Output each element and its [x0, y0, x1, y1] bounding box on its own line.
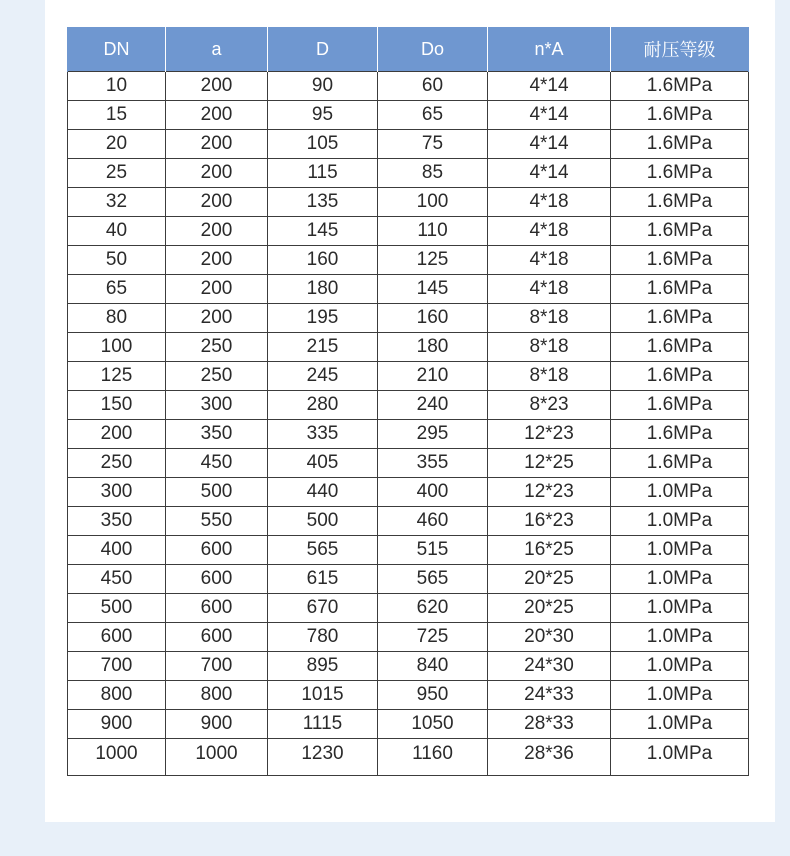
table-row	[68, 391, 749, 420]
table-row	[68, 101, 749, 130]
header-pressure: 耐压等级	[611, 27, 749, 72]
header-a: a	[166, 27, 268, 72]
cell-dn: 80	[68, 304, 166, 333]
cell-a: 600	[166, 623, 268, 652]
header-na: n*A	[488, 27, 611, 72]
table-row	[68, 72, 749, 101]
cell-do: 75	[378, 130, 488, 159]
cell-pressure: 1.6MPa	[611, 420, 749, 449]
cell-na: 28*36	[488, 739, 611, 776]
cell-na: 20*30	[488, 623, 611, 652]
cell-na: 28*33	[488, 710, 611, 739]
cell-d: 245	[268, 362, 378, 391]
cell-d: 215	[268, 333, 378, 362]
table-row	[68, 275, 749, 304]
cell-pressure: 1.0MPa	[611, 739, 749, 776]
cell-na: 16*23	[488, 507, 611, 536]
cell-pressure: 1.6MPa	[611, 449, 749, 478]
table-row	[68, 246, 749, 275]
cell-dn: 300	[68, 478, 166, 507]
cell-do: 110	[378, 217, 488, 246]
cell-na: 4*18	[488, 275, 611, 304]
cell-dn: 100	[68, 333, 166, 362]
cell-na: 24*30	[488, 652, 611, 681]
cell-do: 1050	[378, 710, 488, 739]
cell-do: 565	[378, 565, 488, 594]
cell-pressure: 1.6MPa	[611, 246, 749, 275]
table-row	[68, 536, 749, 565]
cell-pressure: 1.6MPa	[611, 362, 749, 391]
cell-d: 405	[268, 449, 378, 478]
cell-do: 355	[378, 449, 488, 478]
table-row	[68, 507, 749, 536]
cell-a: 200	[166, 159, 268, 188]
cell-do: 100	[378, 188, 488, 217]
cell-dn: 15	[68, 101, 166, 130]
cell-do: 160	[378, 304, 488, 333]
table-row	[68, 188, 749, 217]
cell-na: 12*23	[488, 478, 611, 507]
cell-na: 4*14	[488, 101, 611, 130]
cell-d: 160	[268, 246, 378, 275]
cell-do: 60	[378, 72, 488, 101]
cell-do: 125	[378, 246, 488, 275]
cell-dn: 50	[68, 246, 166, 275]
cell-na: 12*25	[488, 449, 611, 478]
table-row	[68, 652, 749, 681]
cell-pressure: 1.0MPa	[611, 478, 749, 507]
cell-na: 4*14	[488, 130, 611, 159]
table-row	[68, 739, 749, 776]
cell-dn: 32	[68, 188, 166, 217]
cell-a: 200	[166, 304, 268, 333]
cell-do: 145	[378, 275, 488, 304]
cell-na: 4*14	[488, 159, 611, 188]
cell-dn: 1000	[68, 739, 166, 776]
cell-d: 670	[268, 594, 378, 623]
cell-pressure: 1.0MPa	[611, 681, 749, 710]
table-row	[68, 362, 749, 391]
cell-a: 350	[166, 420, 268, 449]
table-row	[68, 217, 749, 246]
cell-pressure: 1.0MPa	[611, 507, 749, 536]
cell-a: 450	[166, 449, 268, 478]
cell-dn: 40	[68, 217, 166, 246]
cell-do: 840	[378, 652, 488, 681]
cell-pressure: 1.0MPa	[611, 623, 749, 652]
cell-do: 620	[378, 594, 488, 623]
cell-do: 460	[378, 507, 488, 536]
cell-dn: 900	[68, 710, 166, 739]
cell-a: 200	[166, 275, 268, 304]
cell-pressure: 1.0MPa	[611, 565, 749, 594]
header-dn: DN	[68, 27, 166, 72]
table-row	[68, 594, 749, 623]
cell-dn: 10	[68, 72, 166, 101]
cell-pressure: 1.0MPa	[611, 536, 749, 565]
table-row	[68, 710, 749, 739]
cell-a: 200	[166, 101, 268, 130]
cell-a: 600	[166, 536, 268, 565]
cell-do: 295	[378, 420, 488, 449]
cell-na: 4*18	[488, 188, 611, 217]
cell-d: 1015	[268, 681, 378, 710]
cell-d: 145	[268, 217, 378, 246]
cell-d: 565	[268, 536, 378, 565]
cell-a: 800	[166, 681, 268, 710]
cell-do: 515	[378, 536, 488, 565]
cell-pressure: 1.0MPa	[611, 710, 749, 739]
cell-a: 500	[166, 478, 268, 507]
table-row	[68, 130, 749, 159]
cell-pressure: 1.6MPa	[611, 101, 749, 130]
cell-na: 12*23	[488, 420, 611, 449]
header-row	[68, 27, 749, 72]
cell-d: 615	[268, 565, 378, 594]
cell-a: 200	[166, 130, 268, 159]
cell-dn: 65	[68, 275, 166, 304]
cell-na: 4*18	[488, 246, 611, 275]
cell-a: 200	[166, 72, 268, 101]
cell-dn: 700	[68, 652, 166, 681]
cell-na: 24*33	[488, 681, 611, 710]
cell-do: 85	[378, 159, 488, 188]
cell-pressure: 1.6MPa	[611, 275, 749, 304]
cell-d: 95	[268, 101, 378, 130]
cell-d: 780	[268, 623, 378, 652]
cell-do: 950	[378, 681, 488, 710]
cell-a: 300	[166, 391, 268, 420]
cell-pressure: 1.6MPa	[611, 391, 749, 420]
cell-dn: 20	[68, 130, 166, 159]
table-row	[68, 304, 749, 333]
cell-na: 16*25	[488, 536, 611, 565]
cell-d: 195	[268, 304, 378, 333]
cell-do: 1160	[378, 739, 488, 776]
cell-d: 895	[268, 652, 378, 681]
table-row	[68, 420, 749, 449]
cell-pressure: 1.6MPa	[611, 188, 749, 217]
cell-d: 135	[268, 188, 378, 217]
cell-dn: 800	[68, 681, 166, 710]
cell-na: 8*18	[488, 304, 611, 333]
cell-do: 400	[378, 478, 488, 507]
table-row	[68, 333, 749, 362]
table-row	[68, 681, 749, 710]
cell-a: 1000	[166, 739, 268, 776]
cell-na: 4*14	[488, 72, 611, 101]
cell-a: 900	[166, 710, 268, 739]
cell-pressure: 1.6MPa	[611, 130, 749, 159]
table-row	[68, 449, 749, 478]
cell-dn: 500	[68, 594, 166, 623]
cell-d: 180	[268, 275, 378, 304]
cell-d: 335	[268, 420, 378, 449]
cell-dn: 150	[68, 391, 166, 420]
cell-a: 700	[166, 652, 268, 681]
cell-dn: 400	[68, 536, 166, 565]
cell-a: 600	[166, 565, 268, 594]
cell-dn: 125	[68, 362, 166, 391]
cell-d: 1230	[268, 739, 378, 776]
cell-dn: 25	[68, 159, 166, 188]
cell-pressure: 1.0MPa	[611, 594, 749, 623]
cell-a: 600	[166, 594, 268, 623]
cell-d: 440	[268, 478, 378, 507]
cell-na: 8*23	[488, 391, 611, 420]
cell-d: 105	[268, 130, 378, 159]
cell-d: 90	[268, 72, 378, 101]
cell-a: 250	[166, 362, 268, 391]
cell-pressure: 1.0MPa	[611, 652, 749, 681]
cell-pressure: 1.6MPa	[611, 217, 749, 246]
cell-na: 20*25	[488, 594, 611, 623]
cell-dn: 350	[68, 507, 166, 536]
cell-pressure: 1.6MPa	[611, 72, 749, 101]
cell-pressure: 1.6MPa	[611, 304, 749, 333]
cell-na: 4*18	[488, 217, 611, 246]
cell-na: 8*18	[488, 333, 611, 362]
cell-dn: 200	[68, 420, 166, 449]
cell-do: 210	[378, 362, 488, 391]
cell-d: 1115	[268, 710, 378, 739]
cell-na: 8*18	[488, 362, 611, 391]
cell-d: 280	[268, 391, 378, 420]
cell-dn: 450	[68, 565, 166, 594]
cell-na: 20*25	[488, 565, 611, 594]
cell-d: 500	[268, 507, 378, 536]
header-d: D	[268, 27, 378, 72]
table-row	[68, 478, 749, 507]
table-row	[68, 623, 749, 652]
cell-a: 550	[166, 507, 268, 536]
cell-a: 250	[166, 333, 268, 362]
cell-d: 115	[268, 159, 378, 188]
cell-dn: 600	[68, 623, 166, 652]
cell-pressure: 1.6MPa	[611, 333, 749, 362]
cell-do: 65	[378, 101, 488, 130]
cell-a: 200	[166, 188, 268, 217]
cell-dn: 250	[68, 449, 166, 478]
cell-do: 180	[378, 333, 488, 362]
cell-a: 200	[166, 246, 268, 275]
table-row	[68, 565, 749, 594]
cell-a: 200	[166, 217, 268, 246]
table-row	[68, 159, 749, 188]
header-do: Do	[378, 27, 488, 72]
cell-do: 240	[378, 391, 488, 420]
cell-do: 725	[378, 623, 488, 652]
cell-pressure: 1.6MPa	[611, 159, 749, 188]
spec-table	[67, 27, 749, 776]
